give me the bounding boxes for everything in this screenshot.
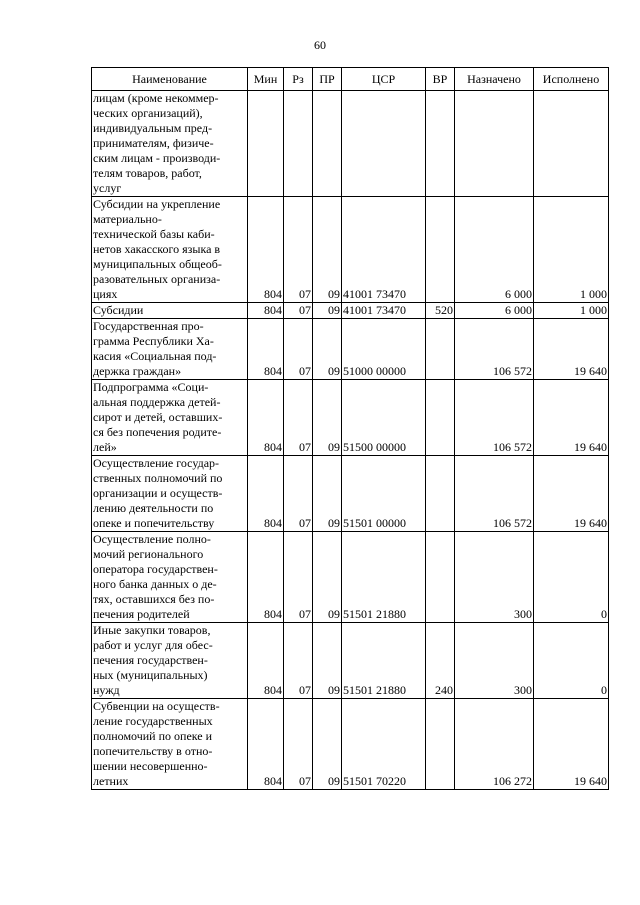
header-vr: ВР	[426, 68, 455, 91]
row-executed: 1 000	[534, 197, 609, 303]
row-vr: 240	[426, 623, 455, 699]
row-vr: 520	[426, 303, 455, 319]
row-csr: 51501 00000	[342, 456, 426, 532]
row-pr: 09	[313, 319, 342, 380]
table-row	[92, 623, 609, 699]
row-pr: 09	[313, 380, 342, 456]
row-executed: 19 640	[534, 456, 609, 532]
row-executed: 0	[534, 623, 609, 699]
row-rz: 07	[284, 699, 313, 790]
table-row	[92, 532, 609, 623]
table-row	[92, 303, 609, 319]
row-rz: 07	[284, 380, 313, 456]
row-min	[248, 91, 284, 197]
table-row	[92, 380, 609, 456]
row-name: Иные закупки товаров, работ и услуг для обес- печения государствен- ных (муниципальных) нужд	[92, 623, 248, 699]
row-pr: 09	[313, 623, 342, 699]
row-rz: 07	[284, 623, 313, 699]
row-pr	[313, 91, 342, 197]
header-min: Мин	[248, 68, 284, 91]
row-csr: 51000 00000	[342, 319, 426, 380]
row-vr	[426, 197, 455, 303]
row-min: 804	[248, 380, 284, 456]
row-executed	[534, 91, 609, 197]
table-row	[92, 91, 609, 197]
row-assigned: 6 000	[455, 197, 534, 303]
row-assigned: 106 272	[455, 699, 534, 790]
row-assigned: 106 572	[455, 456, 534, 532]
row-executed: 19 640	[534, 380, 609, 456]
row-name: Осуществление полно- мочий регионального оператора государствен- ного банка данных о де- тях, оставшихся без по- печения родителей	[92, 532, 248, 623]
row-min: 804	[248, 699, 284, 790]
row-min: 804	[248, 303, 284, 319]
row-name: лицам (кроме некоммер- ческих организаций), индивидуальным пред- принимателям, физиче- ским лицам - производи- телям товаров, работ, услуг	[92, 91, 248, 197]
row-csr: 41001 73470	[342, 197, 426, 303]
row-min: 804	[248, 532, 284, 623]
row-executed: 19 640	[534, 319, 609, 380]
row-min: 804	[248, 319, 284, 380]
header-csr: ЦСР	[342, 68, 426, 91]
row-rz: 07	[284, 197, 313, 303]
table-header-row	[92, 68, 609, 91]
row-vr	[426, 456, 455, 532]
row-csr: 51501 70220	[342, 699, 426, 790]
row-csr: 51501 21880	[342, 623, 426, 699]
row-executed: 0	[534, 532, 609, 623]
row-pr: 09	[313, 699, 342, 790]
header-pr: ПР	[313, 68, 342, 91]
row-assigned	[455, 91, 534, 197]
row-assigned: 300	[455, 532, 534, 623]
row-name: Субсидии	[92, 303, 248, 319]
row-rz	[284, 91, 313, 197]
row-vr	[426, 380, 455, 456]
header-executed: Исполнено	[534, 68, 609, 91]
row-csr	[342, 91, 426, 197]
row-vr	[426, 699, 455, 790]
row-executed: 19 640	[534, 699, 609, 790]
row-min: 804	[248, 623, 284, 699]
row-assigned: 106 572	[455, 380, 534, 456]
row-csr: 41001 73470	[342, 303, 426, 319]
row-name: Субсидии на укрепление материально- технической базы каби- нетов хакасского языка в муниципальных общеоб- разовательных организа- циях	[92, 197, 248, 303]
table-row	[92, 699, 609, 790]
header-name: Наименование	[92, 68, 248, 91]
row-pr: 09	[313, 532, 342, 623]
page-number: 60	[314, 38, 326, 52]
row-rz: 07	[284, 532, 313, 623]
row-pr: 09	[313, 456, 342, 532]
row-assigned: 6 000	[455, 303, 534, 319]
row-vr	[426, 91, 455, 197]
header-rz: Рз	[284, 68, 313, 91]
row-assigned: 300	[455, 623, 534, 699]
table-row	[92, 197, 609, 303]
budget-table	[91, 67, 609, 790]
table-row	[92, 456, 609, 532]
row-min: 804	[248, 197, 284, 303]
row-min: 804	[248, 456, 284, 532]
header-assigned: Назначено	[455, 68, 534, 91]
row-executed: 1 000	[534, 303, 609, 319]
row-name: Подпрограмма «Соци- альная поддержка детей- сирот и детей, оставших- ся без попечения родите- лей»	[92, 380, 248, 456]
row-rz: 07	[284, 319, 313, 380]
row-name: Осуществление государ- ственных полномочий по организации и осуществ- лению деятельности по опеке и попечительству	[92, 456, 248, 532]
row-name: Государственная про- грамма Республики Ха- касия «Социальная под- держка граждан»	[92, 319, 248, 380]
row-pr: 09	[313, 303, 342, 319]
row-rz: 07	[284, 303, 313, 319]
row-rz: 07	[284, 456, 313, 532]
row-csr: 51500 00000	[342, 380, 426, 456]
table-row	[92, 319, 609, 380]
row-assigned: 106 572	[455, 319, 534, 380]
row-csr: 51501 21880	[342, 532, 426, 623]
row-name: Субвенции на осуществ- ление государственных полномочий по опеке и попечительству в отно- шении несовершенно- летних	[92, 699, 248, 790]
row-vr	[426, 532, 455, 623]
row-vr	[426, 319, 455, 380]
row-pr: 09	[313, 197, 342, 303]
